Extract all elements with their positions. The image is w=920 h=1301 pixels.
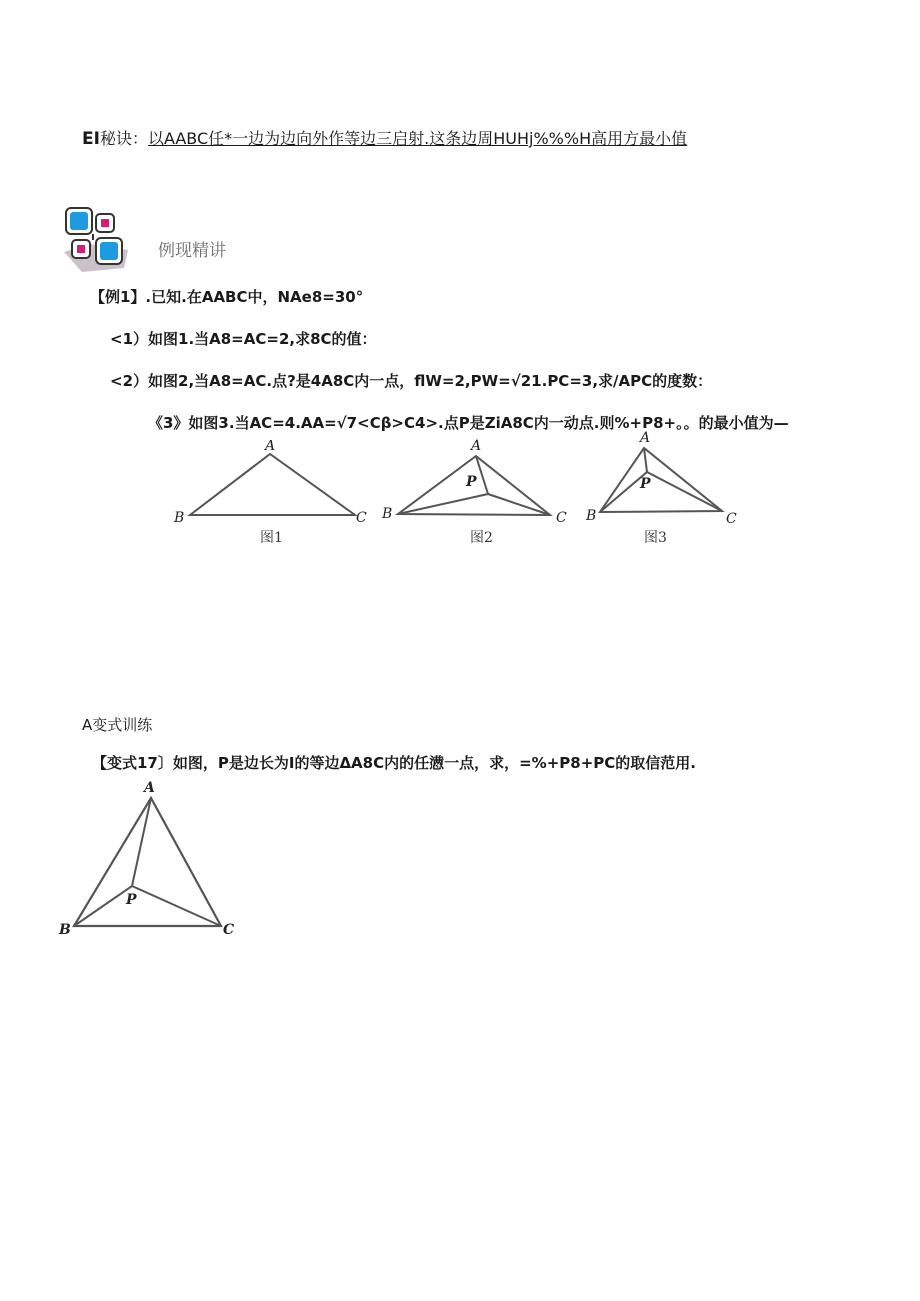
question-3: 《3》如图3.当AC=4.AA=√7<Cβ>C4>.点P是ZiA8C内一动点.则%+P8+。。的最小值为—: [148, 414, 789, 432]
tip-label: 秘诀：: [99, 129, 148, 148]
training-question: 【变式17〕如图，P是边长为I的等边ΔA8C内的任懑一点，求，=%+P8+PC的取信范用.: [92, 754, 696, 772]
tip-line: [82, 126, 687, 149]
training-label-p: P: [126, 892, 137, 908]
tip-prefix: EI: [82, 129, 100, 149]
fig3-label-b: B: [586, 508, 597, 524]
figure-2: [378, 434, 578, 550]
fig2-label-b: B: [382, 506, 393, 522]
fig3-label-a: A: [640, 430, 651, 446]
training-figure: [56, 776, 256, 946]
fig3-caption: 图3: [644, 530, 667, 546]
fig2-label-a: A: [471, 438, 482, 454]
question-1: <1）如图1.当A8=AC=2,求8C的值：: [110, 330, 377, 348]
training-label-c: C: [223, 922, 235, 938]
training-title: A变式训练: [82, 716, 153, 734]
example-header: 【例1】.已知.在AABC中，NAe8=30°: [90, 288, 364, 306]
fig3-label-c: C: [726, 511, 737, 527]
section-logo-icon: [60, 204, 132, 274]
tip-text: 以AABC任*一边为边向外作等边三启射.这条边周HUHj%%%H高用方最小值: [147, 129, 688, 148]
fig1-label-b: B: [174, 510, 185, 526]
fig2-label-c: C: [556, 510, 567, 526]
figure-1: [170, 440, 370, 550]
section-title: 例现精讲: [158, 241, 226, 261]
fig2-caption: 图2: [470, 530, 493, 546]
fig1-label-c: C: [356, 510, 367, 526]
question-2: <2）如图2,当A8=AC.点?是4A8C内一点，flW=2,PW=√21.PC=3,求/APC的度数：: [110, 372, 713, 390]
figure-3: [580, 430, 750, 550]
fig3-label-p: P: [640, 476, 651, 492]
fig2-label-p: P: [466, 474, 477, 490]
fig1-label-a: A: [265, 440, 276, 454]
fig1-caption: 图1: [260, 530, 283, 546]
training-label-a: A: [144, 780, 155, 796]
training-label-b: B: [59, 922, 71, 938]
